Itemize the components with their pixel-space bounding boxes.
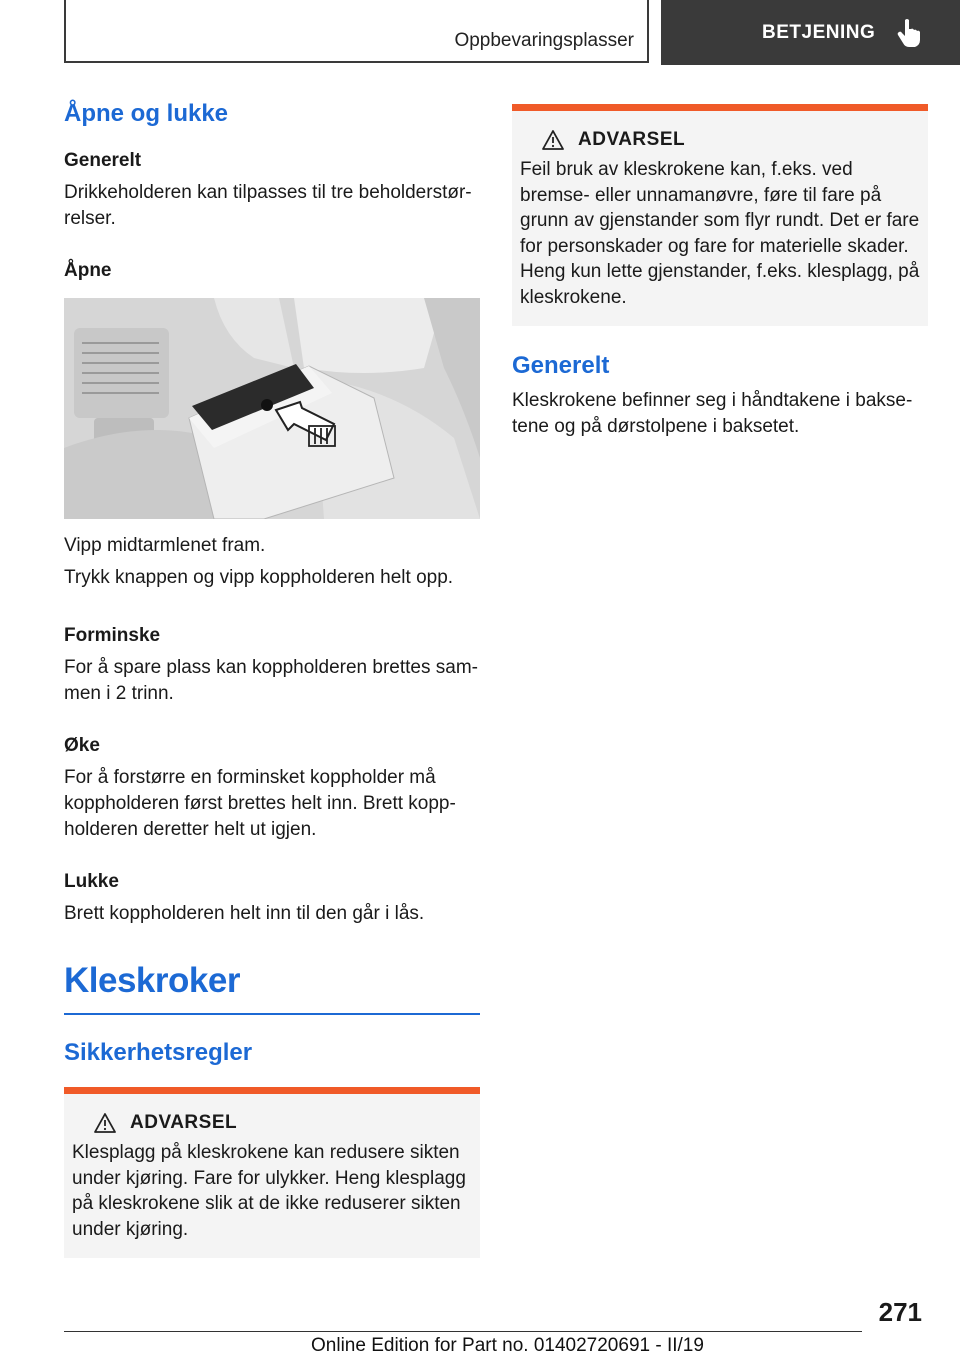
footer-rule: [64, 1331, 862, 1332]
warning-title: ADVARSEL: [94, 1112, 472, 1134]
general-text-right: Kleskrokene befinner seg i håndtakene i bakse-tene og på dørstolpene i baksetet.: [512, 390, 913, 437]
section-heading-open-close: Åpne og lukke: [64, 100, 229, 127]
subheading-close: Lukke: [64, 871, 119, 892]
warning-text: Feil bruk av kleskrokene kan, f.eks. ved bremse- eller unnamanøvre, føre til fare på grunn av gjenstander som flyr rundt. Det er fare for personskader og fare for materielle skader. Heng kun lette gjenstander, f.eks. klesplagg, på kleskrokene.: [520, 159, 920, 308]
armrest-illustration: [64, 298, 480, 519]
step-1: Vipp midtarmlenet fram.: [64, 535, 266, 556]
reduce-text: For å spare plass kan koppholderen brettes sam-men i 2 trinn.: [64, 657, 478, 704]
subheading-reduce: Forminske: [64, 625, 161, 646]
chapter-heading-coat-hooks: Kleskroker: [64, 961, 240, 1000]
warning-title: ADVARSEL: [542, 129, 920, 151]
edition-note: Online Edition for Part no. 01402720691 - II/19: [311, 1335, 704, 1356]
subheading-open: Åpne: [64, 260, 112, 281]
warning-triangle-icon: [94, 1113, 116, 1133]
step-2: Trykk knappen og vipp koppholderen helt opp.: [64, 567, 454, 588]
warning-box-right: [512, 104, 928, 326]
section-title: Oppbevaringsplasser: [454, 30, 634, 51]
right-column: [512, 104, 928, 440]
armrest-cupholder-image: [64, 298, 480, 519]
page-number: 271: [878, 1297, 922, 1327]
pointing-hand-icon: [897, 18, 923, 48]
left-column: [64, 100, 480, 1258]
warning-box-left: [64, 1087, 480, 1258]
increase-text: For å forstørre en forminsket koppholder må koppholderen først brettes helt inn. Brett kopp-holderen deretter helt ut igjen.: [64, 767, 456, 840]
subheading-general: Generelt: [64, 150, 142, 171]
general-text: Drikkeholderen kan tilpasses til tre beholderstør-relser.: [64, 182, 472, 229]
warning-triangle-icon: [542, 130, 564, 150]
subheading-increase: Øke: [64, 735, 100, 756]
warning-text: Klesplagg på kleskrokene kan redusere sikten under kjøring. Fare for ulykker. Heng klesplagg på kleskrokene slik at de ikke reduserer sikten under kjøring.: [72, 1142, 466, 1240]
section-heading-general: Generelt: [512, 352, 610, 379]
chapter-tab: [661, 0, 960, 65]
close-text: Brett koppholderen helt inn til den går i lås.: [64, 903, 425, 924]
chapter-title: BETJENING: [762, 21, 876, 43]
section-heading-safety: Sikkerhetsregler: [64, 1039, 253, 1066]
